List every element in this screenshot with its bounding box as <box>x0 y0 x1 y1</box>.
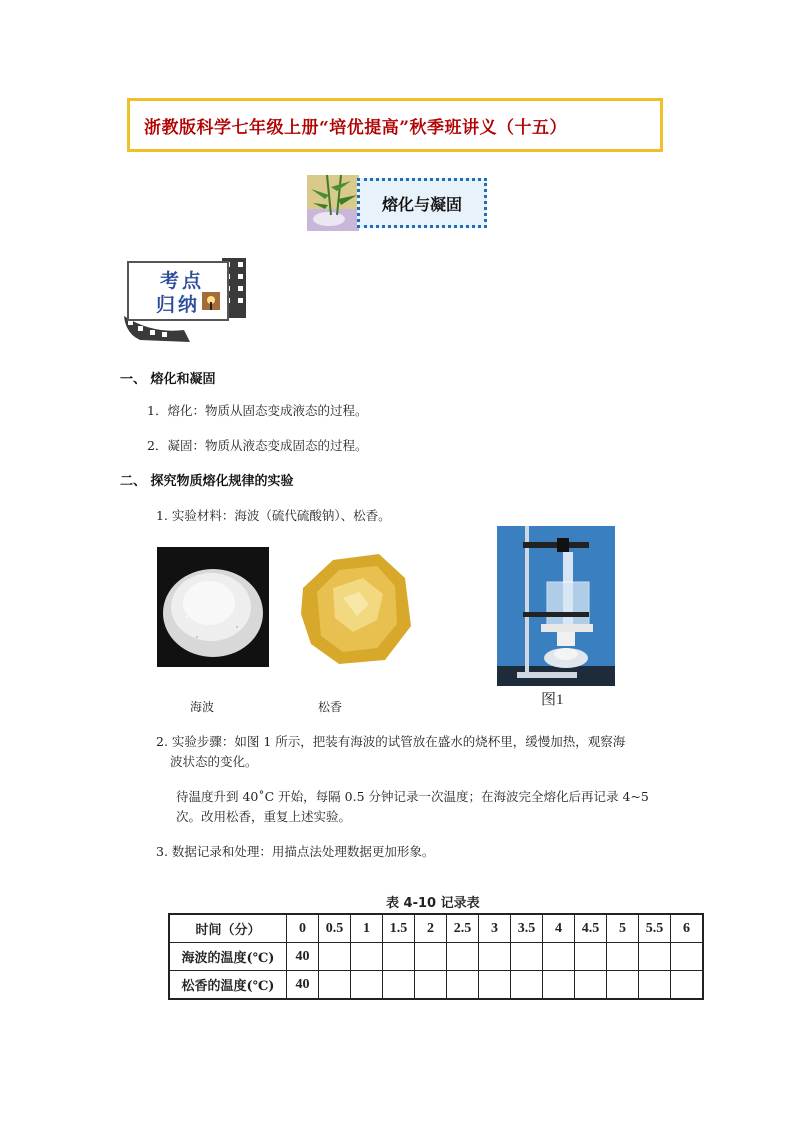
table-row <box>169 971 703 1000</box>
topic-banner <box>357 178 487 228</box>
materials-text: 1. 实验材料：海波（硫代硫酸钠）、松香。 <box>156 508 391 523</box>
bamboo-illustration <box>307 175 359 231</box>
time-cell: 0 <box>287 914 319 943</box>
row-label: 松香的温度(℃) <box>169 971 287 1000</box>
section2-heading: 二、 探究物质熔化规律的实验 <box>120 474 294 489</box>
table-cell <box>351 971 383 1000</box>
time-cell: 2.5 <box>447 914 479 943</box>
table-cell <box>575 971 607 1000</box>
section1-item-1: 1．熔化：物质从固态变成液态的过程。 <box>147 403 368 418</box>
table-cell <box>383 971 415 1000</box>
title-box <box>127 98 663 152</box>
table-cell <box>511 943 543 971</box>
table-cell <box>319 971 351 1000</box>
table-cell <box>607 943 639 971</box>
page-title: 浙教版科学七年级上册“培优提高”秋季班讲义（十五） <box>144 117 568 138</box>
haibo-crystals-photo <box>157 547 269 667</box>
table-cell <box>639 943 671 971</box>
table-cell <box>319 943 351 971</box>
table-header-row <box>169 914 703 943</box>
table-cell <box>415 971 447 1000</box>
haibo-caption: 海波 <box>190 700 215 714</box>
figure-caption: 图1 <box>541 692 564 708</box>
table-cell <box>575 943 607 971</box>
badge-line1: 考点 <box>160 270 205 292</box>
rosin-caption: 松香 <box>318 700 343 714</box>
table-cell <box>543 971 575 1000</box>
step2-para-line1: 待温度升到 40˚C 开始，每隔 0.5 分钟记录一次温度；在海波完全熔化后再记录 4~5 <box>176 789 649 804</box>
key-points-badge <box>122 256 250 342</box>
table-cell <box>447 971 479 1000</box>
table-cell <box>351 943 383 971</box>
time-cell: 5.5 <box>639 914 671 943</box>
badge-line2: 归纳 <box>156 294 201 316</box>
table-cell <box>671 943 704 971</box>
step2-line1: 2. 实验步骤：如图 1 所示，把装有海波的试管放在盛水的烧杯里，缓慢加热，观察海 <box>156 734 626 749</box>
header-label: 时间（分） <box>169 914 287 943</box>
table-cell: 40 <box>287 971 319 1000</box>
table-cell <box>543 943 575 971</box>
time-cell: 4 <box>543 914 575 943</box>
record-table <box>168 913 704 1000</box>
experiment-apparatus-photo <box>497 526 615 686</box>
table-cell: 40 <box>287 943 319 971</box>
table-cell <box>607 971 639 1000</box>
time-cell: 3.5 <box>511 914 543 943</box>
table-cell <box>415 943 447 971</box>
table-cell <box>511 971 543 1000</box>
step3-text: 3. 数据记录和处理：用描点法处理数据更加形象。 <box>156 844 435 859</box>
time-cell: 6 <box>671 914 704 943</box>
table-cell <box>383 943 415 971</box>
rosin-photo <box>293 548 417 668</box>
section1-heading: 一、 熔化和凝固 <box>120 372 216 387</box>
topic-title: 熔化与凝固 <box>381 194 462 214</box>
time-cell: 3 <box>479 914 511 943</box>
table-cell <box>447 943 479 971</box>
step2-para-line2: 次。改用松香，重复上述实验。 <box>176 809 352 824</box>
row-label: 海波的温度(℃) <box>169 943 287 971</box>
table-cell <box>479 971 511 1000</box>
time-cell: 0.5 <box>319 914 351 943</box>
table-row <box>169 943 703 971</box>
time-cell: 4.5 <box>575 914 607 943</box>
time-cell: 1 <box>351 914 383 943</box>
table-cell <box>639 971 671 1000</box>
time-cell: 2 <box>415 914 447 943</box>
table-cell <box>671 971 704 1000</box>
time-cell: 1.5 <box>383 914 415 943</box>
table-caption: 表 4-10 记录表 <box>386 896 480 911</box>
section1-item-2: 2．凝固：物质从液态变成固态的过程。 <box>147 438 368 453</box>
table-cell <box>479 943 511 971</box>
time-cell: 5 <box>607 914 639 943</box>
step2-line2: 波状态的变化。 <box>170 754 258 769</box>
